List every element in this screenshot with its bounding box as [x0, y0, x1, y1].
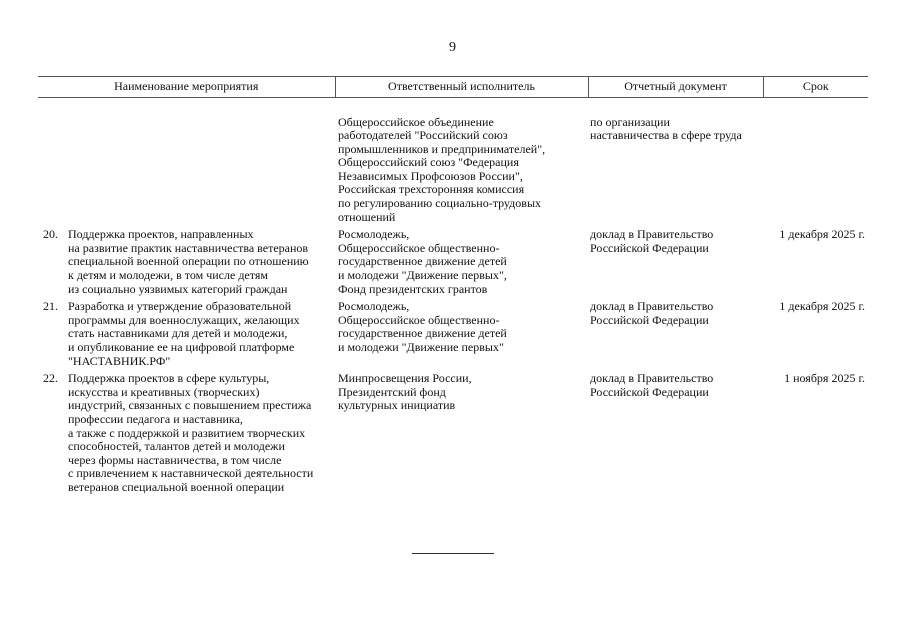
row-name: Разработка и утверждение образовательной программы для военнослужащих, желающих стать наставниками для детей и молодежи, и опубликование ее на цифровой платформе "НАСТАВНИК.РФ" [68, 299, 300, 368]
end-divider [412, 553, 494, 554]
table-row-continuation [38, 116, 868, 225]
continuation-responsible: Общероссийское объединение работодателей "Российский союз промышленников и предпринимателей", Общероссийский союз "Федерация Независимых Профсоюзов России", Российская трехсторонняя комиссия по регулированию социально-трудовых отношений [338, 114, 546, 224]
header-deadline: Срок [763, 77, 868, 98]
row-responsible: Минпросвещения России, Президентский фонд культурных инициатив [338, 371, 472, 413]
row-deadline: 1 ноября 2025 г. [784, 371, 866, 386]
table-row [38, 300, 868, 368]
row-deadline: 1 декабря 2025 г. [779, 299, 866, 314]
row-responsible: Росмолодежь, Общероссийское общественно- государственное движение детей и молодежи "Движение первых", Фонд президентских грантов [338, 227, 507, 296]
header-responsible: Ответственный исполнитель [335, 77, 588, 98]
row-report: доклад в Правительство Российской Федерации [590, 227, 714, 255]
row-report: доклад в Правительство Российской Федерации [590, 371, 714, 399]
header-name: Наименование мероприятия [38, 77, 335, 98]
row-deadline: 1 декабря 2025 г. [779, 227, 866, 242]
page-number: 9 [449, 40, 456, 55]
table-row [38, 372, 868, 494]
row-responsible: Росмолодежь, Общероссийское общественно- государственное движение детей и молодежи "Движение первых" [338, 299, 507, 354]
activities-table [38, 76, 868, 495]
row-name: Поддержка проектов, направленных на развитие практик наставничества ветеранов специальной военной операции по отношению к детям и молодежи, в том числе детям из социально уязвимых категорий граждан [68, 227, 309, 296]
row-number: 20. [43, 227, 58, 242]
row-number: 21. [43, 299, 58, 314]
row-report: доклад в Правительство Российской Федерации [590, 299, 714, 327]
continuation-report: по организации наставничества в сфере труда [590, 114, 742, 143]
table-row [38, 228, 868, 296]
header-report: Отчетный документ [588, 77, 763, 98]
row-name: Поддержка проектов в сфере культуры, искусства и креативных (творческих) индустрий, связанных с повышением престижа профессии педагога и наставника, а также с поддержкой и развитием творческих способностей, талантов детей и молодежи через формы наставничества, в том числе с привлечением к наставнической деятельности ветеранов специальной военной операции [68, 371, 314, 494]
row-number: 22. [43, 371, 58, 386]
table-header-row [38, 77, 868, 98]
